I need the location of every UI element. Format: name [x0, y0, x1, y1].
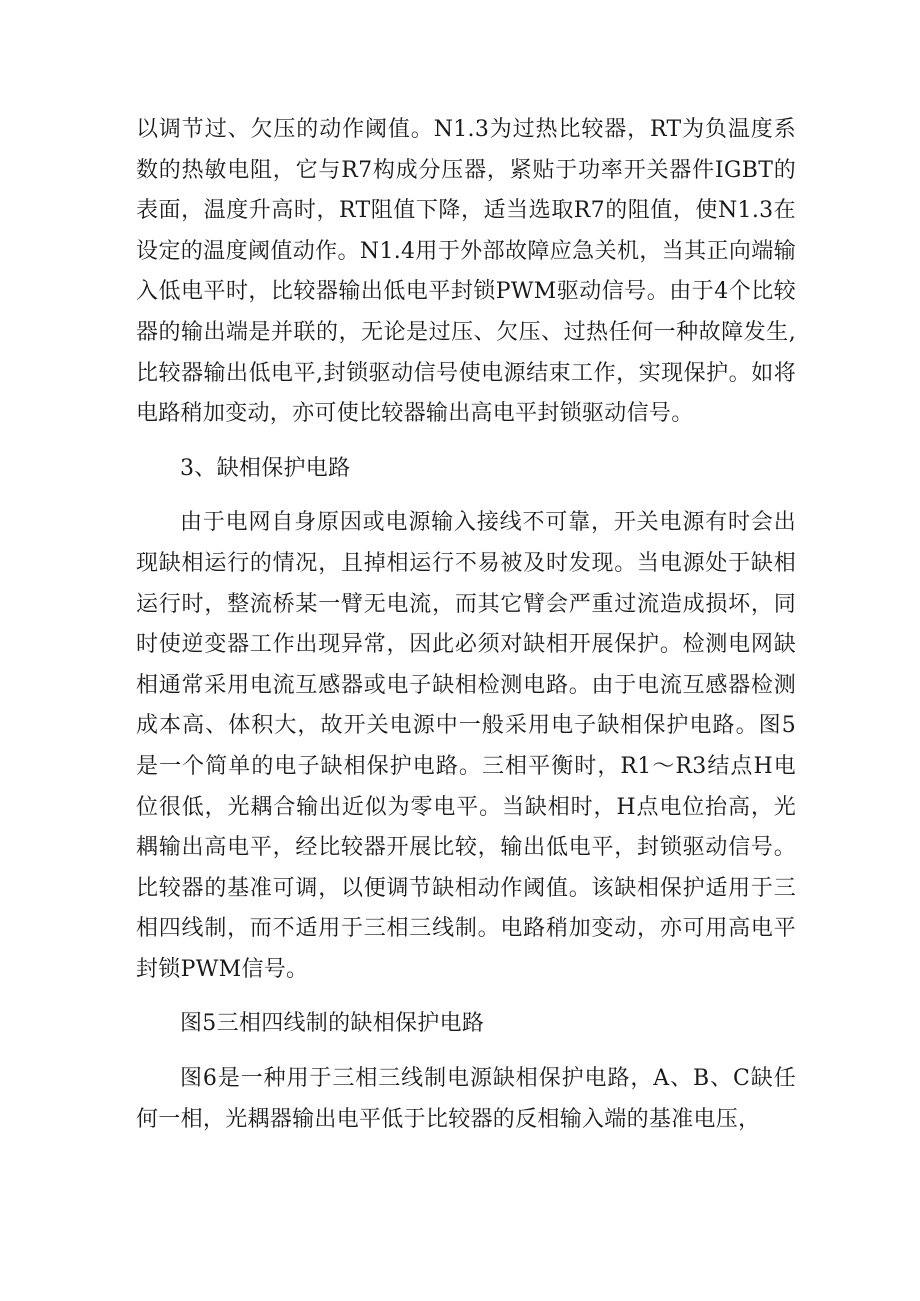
document-page [136, 110, 796, 1140]
paragraph-phase-loss-protection: 由于电网自身原因或电源输入接线不可靠，开关电源有时会出现缺相运行的情况，且掉相运行不易被及时发现。当电源处于缺相运行时，整流桥某一臂无电流，而其它臂会严重过流造成损坏，同时使逆变器工作出现异常，因此必须对缺相开展保护。检测电网缺相通常采用电流互感器或电子缺相检测电路。由于电流互感器检测成本高、体积大，故开关电源中一般采用电子缺相保护电路。图5是一个简单的电子缺相保护电路。三相平衡时，R1～R3结点H电位很低，光耦合输出近似为零电平。当缺相时，H点电位抬高，光耦输出高电平，经比较器开展比较，输出低电平，封锁驱动信号。比较器的基准可调，以便调节缺相动作阈值。该缺相保护适用于三相四线制，而不适用于三相三线制。电路稍加变动，亦可用高电平封锁PWM信号。 [136, 510, 796, 982]
figure-caption: 图5三相四线制的缺相保护电路 [180, 1011, 485, 1037]
paragraph-three-wire-protection: 图6是一种用于三相三线制电源缺相保护电路，A、B、C缺任何一相，光耦器输出电平低于比较器的反相输入端的基准电压， [136, 1066, 796, 1132]
paragraph-overvoltage-protection: 以调节过、欠压的动作阈值。N1.3为过热比较器，RT为负温度系数的热敏电阻，它与R7构成分压器，紧贴于功率开关器件IGBT的表面，温度升高时，RT阻值下降，适当选取R7的阻值，使N1.3在设定的温度阈值动作。N1.4用于外部故障应急关机，当其正向端输入低电平时，比较器输出低电平封锁PWM驱动信号。由于4个比较器的输出端是并联的，无论是过压、欠压、过热任何一种故障发生,比较器输出低电平,封锁驱动信号使电源结束工作，实现保护。如将电路稍加变动，亦可使比较器输出高电平封锁驱动信号。 [136, 117, 796, 427]
section-heading: 3、缺相保护电路 [180, 455, 351, 481]
